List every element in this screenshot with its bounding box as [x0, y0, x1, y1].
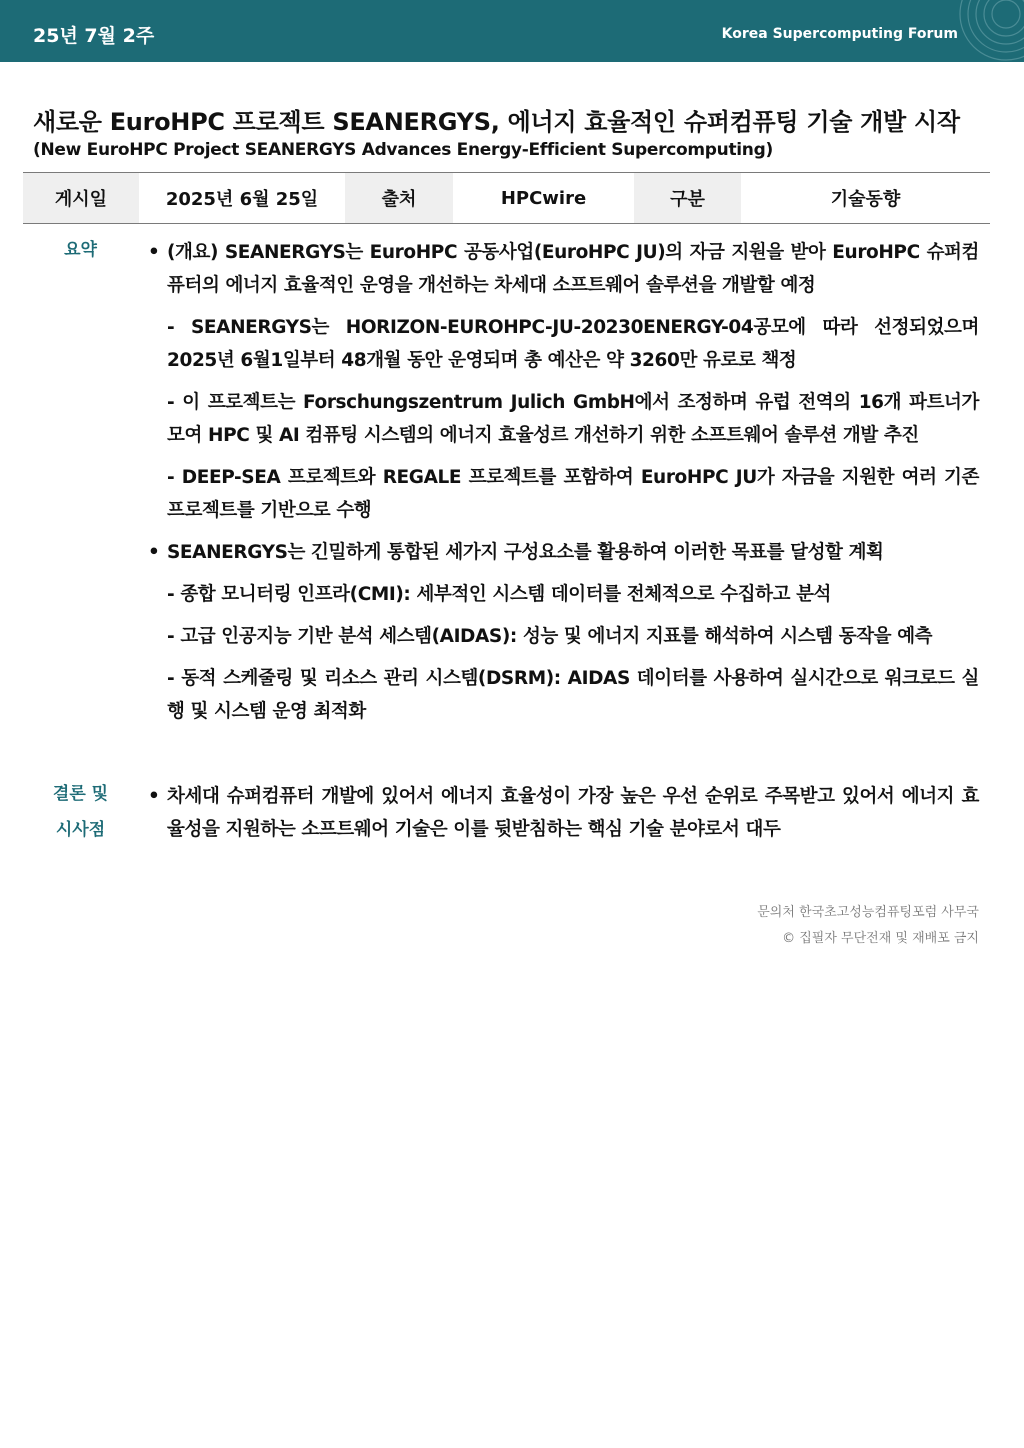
conclusion-item: • 차세대 슈퍼컴퓨터 개발에 있어서 에너지 효율성이 가장 높은 우선 순위로 주목받고 있어서 에너지 효율성을 지원하는 소프트웨어 기술은 이를 뒷받침하는 핵심 기술 분야로서 대두: [145, 780, 979, 846]
summary-body: [145, 236, 979, 728]
category-value: 기술동향: [830, 189, 901, 210]
summary-item: • (개요) SEANERGYS는 EuroHPC 공동사업(EuroHPC JU)의 자금 지원을 받아 EuroHPC 슈퍼컴퓨터의 에너지 효율적인 운영을 개선하는 차세대 소프트웨어 솔루션을 개발할 예정: [145, 236, 979, 302]
summary-item: - 이 프로젝트는 Forschungszentrum Julich GmbH에서 조정하며 유럽 전역의 16개 파트너가 모여 HPC 및 AI 컴퓨팅 시스템의 에너지 효율성르 개선하기 위한 소프트웨어 솔루션 개발 추진: [167, 392, 979, 446]
issue-week: 25년 7월 2주: [33, 25, 155, 47]
top-banner: [0, 0, 1024, 62]
decorative-swirl-icon: [894, 0, 1024, 62]
article-subtitle: (New EuroHPC Project SEANERGYS Advances Energy-Efficient Supercomputing): [33, 140, 773, 160]
conclusion-label: [23, 776, 138, 848]
summary-item: - SEANERGYS는 HORIZON-EUROHPC-JU-20230ENERGY-04공모에 따라 선정되었으며 2025년 6월1일부터 48개월 동안 운영되며 총 예산은 약 3260만 유로로 책정: [167, 317, 979, 371]
conclusion-label-line2: 시사점: [55, 820, 106, 840]
summary-item: - 동적 스케줄링 및 리소스 관리 시스템(DSRM): AIDAS 데이터를 사용하여 실시간으로 워크로드 실행 및 시스템 운영 최적화: [167, 668, 979, 722]
summary-item: - 고급 인공지능 기반 분석 세스템(AIDAS): 성능 및 에너지 지표를 해석하여 시스템 동작을 예측: [167, 626, 933, 647]
category-label: 구분: [634, 173, 741, 223]
metadata-table: [23, 172, 990, 224]
footer: [757, 900, 979, 952]
article-title: 새로운 EuroHPC 프로젝트 SEANERGYS, 에너지 효율적인 슈퍼컴퓨팅 기술 개발 시작: [33, 108, 960, 136]
summary-item: - 종합 모니터링 인프라(CMI): 세부적인 시스템 데이터를 전체적으로 수집하고 분석: [167, 584, 832, 605]
summary-item: - DEEP-SEA 프로젝트와 REGALE 프로젝트를 포함하여 EuroHPC JU가 자금을 지원한 여러 기존 프로젝트를 기반으로 수행: [167, 467, 979, 521]
date-label: 게시일: [23, 173, 139, 223]
summary-item: • SEANERGYS는 긴밀하게 통합된 세가지 구성요소를 활용하여 이러한 목표를 달성할 계획: [145, 536, 979, 569]
forum-name: Korea Supercomputing Forum: [721, 26, 958, 42]
summary-label: 요약: [64, 240, 97, 260]
conclusion-label-line1: 결론 및: [52, 784, 109, 804]
date-value: 2025년 6월 25일: [165, 189, 319, 210]
contact-text: 문의처 한국초고성능컴퓨팅포럼 사무국: [757, 905, 979, 920]
source-value: HPCwire: [500, 187, 587, 209]
conclusion-body: [145, 780, 979, 846]
copyright-text: © 집필자 무단전재 및 재배포 금지: [782, 931, 979, 946]
source-label: 출처: [345, 173, 453, 223]
